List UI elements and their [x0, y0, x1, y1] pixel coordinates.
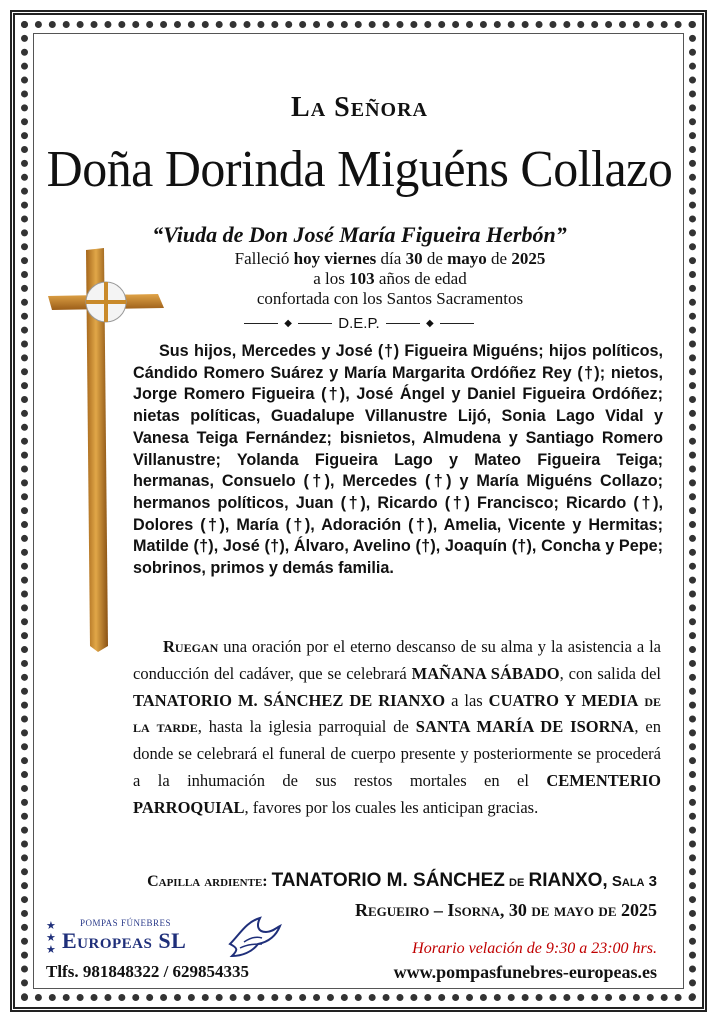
- dep-divider: [244, 315, 474, 332]
- family-list: Sus hijos, Mercedes y José (†) Figueira Miguéns; hijos políticos, Cándido Romero Suárez y María Margarita Ordóñez Rey (†); nietos, Jorge Romero Figueira (†), José Ángel y Daniel Figueira Ordóñez; nietas políticas, Guadalupe Villanustre Lijó, Sonia Lago Vidal y Vanesa Teiga Fernández; bisnietos, Almudena y Santiago Romero Villanustre; Yolanda Figueira Lago y Mateo Figueira Teiga; hermanas, Consuelo (†), Mercedes (†) y María Miguéns Collazo; hermanos políticos, Juan (†), Ricardo (†) Francisco; Ricardo (†), Dolores (†), María (†), Adoración (†), Amelia, Vicente y Hermitas; Matilde (†), José (†), Álvaro, Avelino (†), Joaquín (†), Concha y Pepe; sobrinos, primos y demás familia.: [133, 342, 663, 578]
- diamond-icon: ◆: [426, 318, 434, 329]
- funeral-request-paragraph: Ruegan una oración por el eterno descanso de su alma y la asistencia a la conducción del cadáver, que se celebrará MAÑANA SÁBADO, con salida del TANATORIO M. SÁNCHEZ DE RIANXO a las CUATRO Y MEDIA de la tarde, hasta la iglesia parroquial de SANTA MARÍA DE ISORNA, en donde se celebrará el funeral de cuerpo presente y posteriormente se procederá a la inhumación de sus restos mortales en el CEMENTERIO PARROQUIAL, favores por los cuales les anticipan gracias.: [133, 637, 661, 817]
- divider-rule: [440, 323, 474, 324]
- phone-numbers: Tlfs. 981848322 / 629854335: [46, 962, 250, 981]
- diamond-icon: ◆: [284, 318, 292, 329]
- wake-hours: Horario velación de 9:30 a 23:00 hrs.: [412, 940, 657, 957]
- dep-label: D.E.P.: [338, 315, 380, 332]
- logo-title: Europeas SL: [62, 928, 187, 953]
- age-line: a los 103 años de edad: [313, 269, 467, 288]
- dove-icon: [226, 914, 282, 960]
- death-date-line: Falleció hoy viernes día 30 de mayo de 2025: [234, 249, 546, 268]
- logo-subtitle: POMPAS FÚNEBRES: [80, 918, 171, 928]
- divider-rule: [244, 323, 278, 324]
- wake-location: Capilla ardiente: TANATORIO M. SÁNCHEZ de RIANXO, Sala 3: [147, 870, 657, 891]
- stars-icon: ★ ★ ★: [46, 920, 56, 956]
- sacraments-line: confortada con los Santos Sacramentos: [256, 289, 524, 308]
- widow-line: “Viuda de Don José María Figueira Herbón”: [152, 222, 567, 247]
- title-prefix: La Señora: [291, 92, 428, 123]
- deceased-name: Doña Dorinda Miguéns Collazo: [46, 141, 673, 198]
- divider-rule: [298, 323, 332, 324]
- divider-rule: [386, 323, 420, 324]
- place-date: Regueiro – Isorna, 30 de mayo de 2025: [355, 900, 657, 920]
- website-url[interactable]: www.pompasfunebres-europeas.es: [393, 962, 657, 982]
